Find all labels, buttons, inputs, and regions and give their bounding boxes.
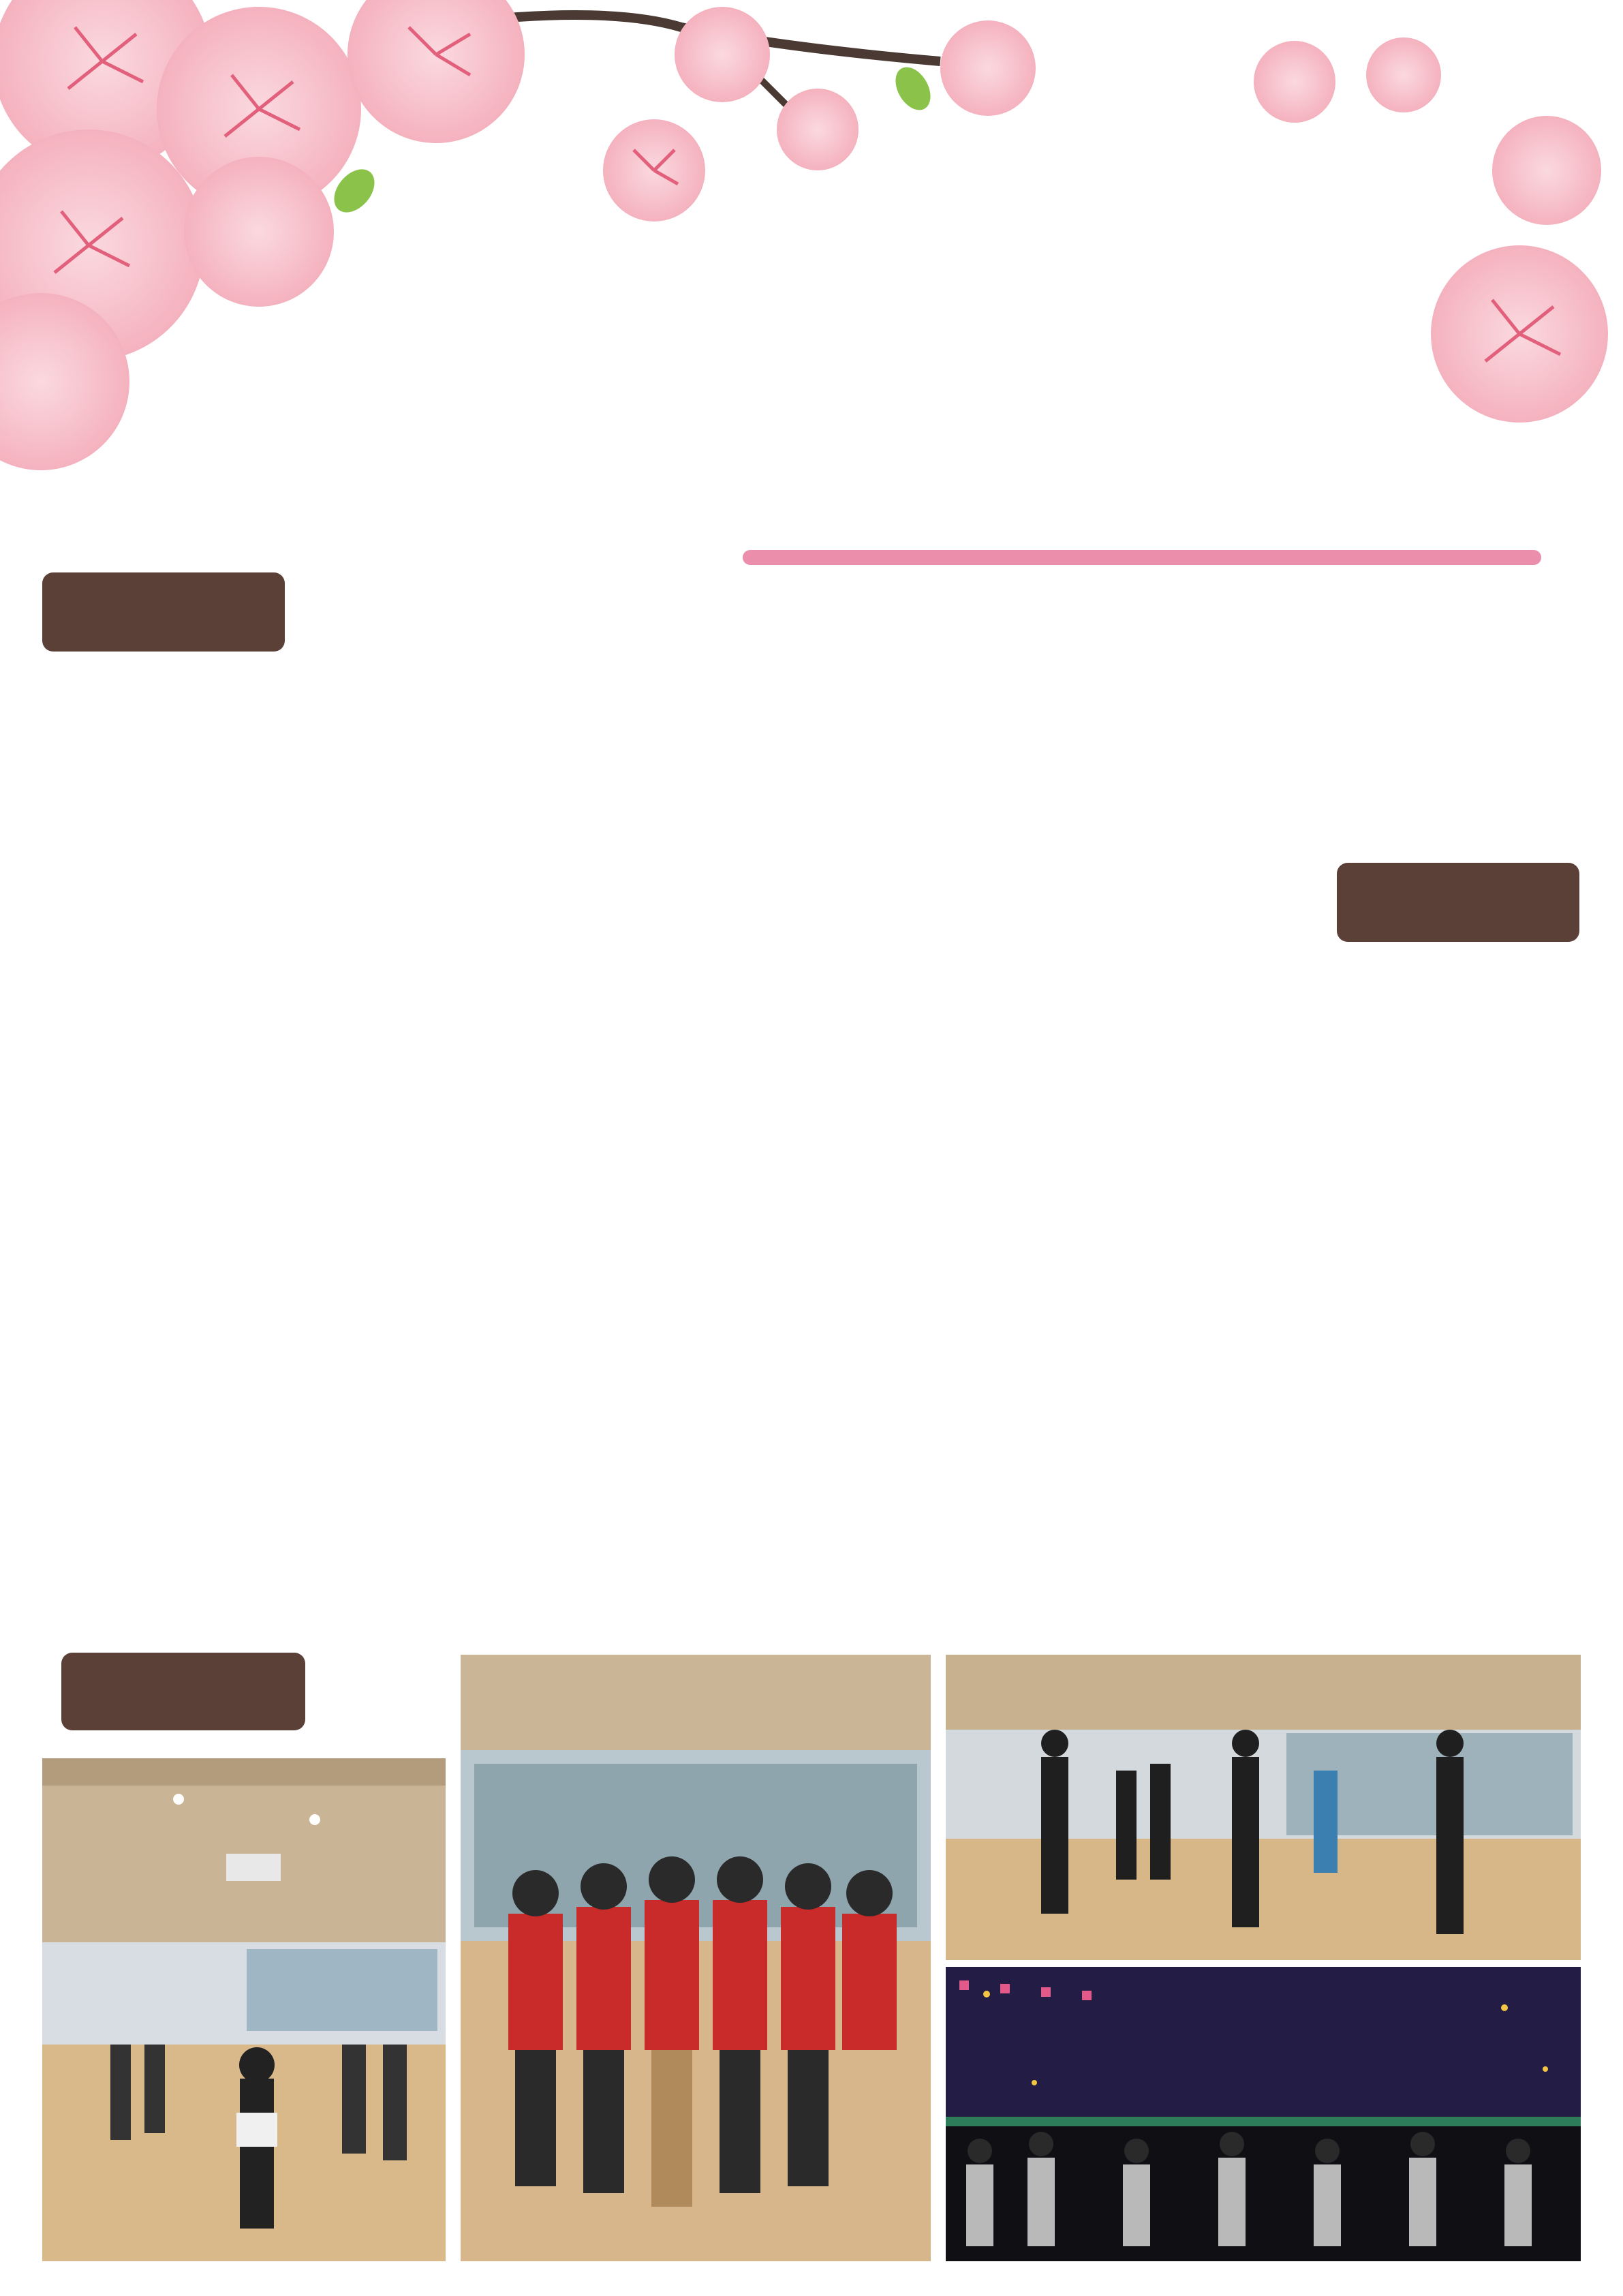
festival-photo	[946, 1967, 1581, 2261]
instructor-badge	[42, 572, 285, 652]
class-photo-mirror	[946, 1655, 1581, 1960]
date-underline	[743, 550, 1541, 565]
class-photo-studio	[42, 1758, 446, 2261]
class-photo-group	[461, 1655, 931, 2261]
curriculum-badge	[1337, 863, 1579, 942]
materials-badge	[61, 1653, 305, 1730]
cherry-blossom-decoration	[0, 0, 1623, 477]
